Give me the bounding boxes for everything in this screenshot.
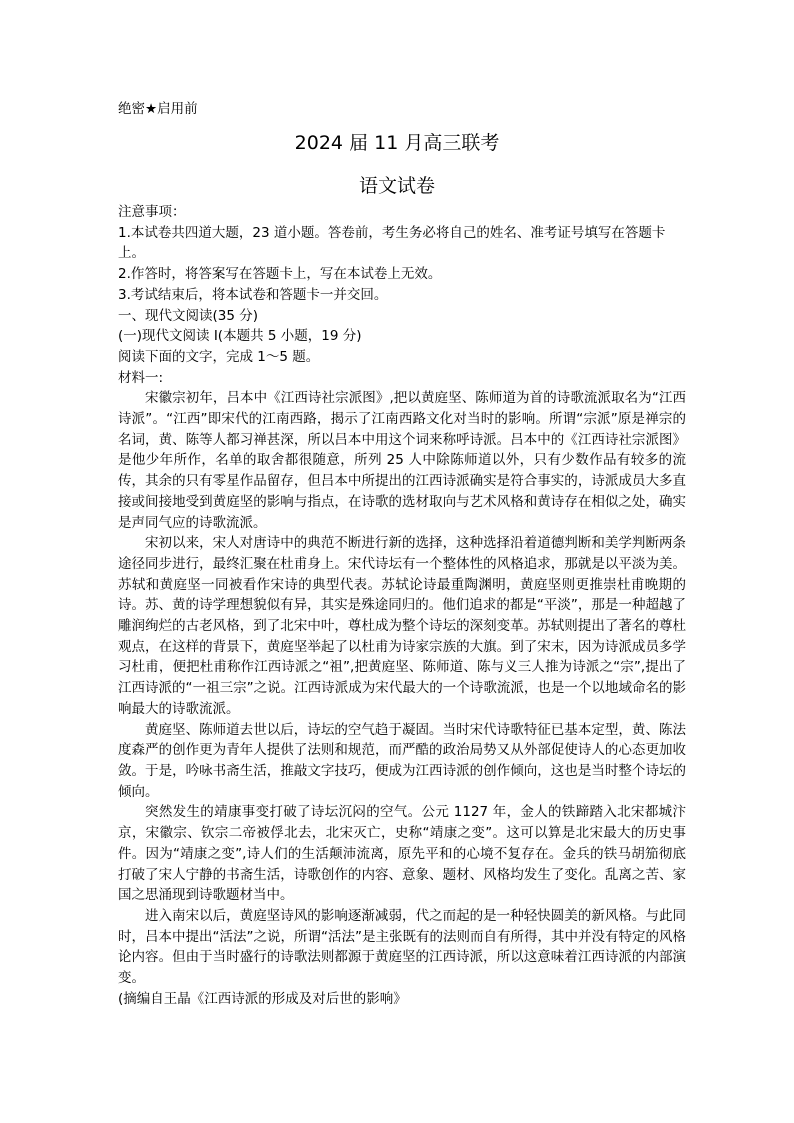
source-citation: (摘编自王晶《江西诗派的形成及对后世的影响》 [118,990,407,1007]
passage-paragraph-5: 进入南宋以后，黄庭坚诗风的影响逐渐减弱，代之而起的是一种轻快圆美的新风格。与此同时，吕本中提出“活法”之说，所谓“活法”是主张既有的法则而自有所得，其中并没有特定的风格论内容。但由于当时盛行的诗歌法则都源于黄庭坚的江西诗派，所以这意味着江西诗派的内部演变。 [118,907,686,987]
note-item-1: 1.本试卷共四道大题，23 道小题。答卷前，考生务必将自己的姓名、准考证号填写在答题卡上。 [118,224,666,262]
confidential-mark: 绝密★启用前 [118,101,198,117]
subsection-heading: (一)现代文阅读 I(本题共 5 小题，19 分) [118,328,362,345]
section-heading: 一、现代文阅读(35 分) [118,307,259,324]
passage-paragraph-4: 突然发生的靖康事变打破了诗坛沉闷的空气。公元 1127 年，金人的铁蹄踏入北宋都城汴京，宋徽宗、钦宗二帝被俘北去，北宋灭亡，史称“靖康之变”。这可以算是北宋最大的历史事件。因为“靖康之变”,诗人们的生活颠沛流离，原先平和的心境不复存在。金兵的铁马胡笳彻底打破了宋人宁静的书斋生活，诗歌创作的内容、意象、题材、风格均发生了变化。乱离之苦、家国之思涌现到诗歌题材当中。 [118,804,686,904]
note-item-3: 3.考试结束后，将本试卷和答题卡一并交回。 [118,286,388,303]
reading-instruction: 阅读下面的文字，完成 1～5 题。 [118,348,320,365]
note-item-2: 2.作答时，将答案写在答题卡上，写在本试卷上无效。 [118,266,442,283]
subject-title: 语文试卷 [358,175,435,197]
notes-heading: 注意事项： [118,204,186,220]
passage-paragraph-3: 黄庭坚、陈师道去世以后，诗坛的空气趋于凝固。当时宋代诗歌特征已基本定型，黄、陈法度森严的创作更为青年人提供了法则和规范，而严酷的政治局势又从外部促使诗人的心态更加收敛。于是，吟咏书斋生活，推敲文字技巧，便成为江西诗派的创作倾向，这也是当时整个诗坛的倾向。 [118,721,686,800]
material-label: 材料一: [118,369,164,386]
exam-title: 2024 届 11 月高三联考 [294,132,500,154]
passage-paragraph-1: 宋徽宗初年，吕本中《江西诗社宗派图》,把以黄庭坚、陈师道为首的诗歌流派取名为“江西诗派”。“江西”即宋代的江南西路，揭示了江南西路文化对当时的影响。所谓“宗派”原是禅宗的名词，黄、陈等人都习禅甚深，所以吕本中用这个词来称呼诗派。吕本中的《江西诗社宗派图》是他少年所作，名单的取舍都很随意，所列 25 人中除陈师道以外，只有少数作品有较多的流传，其余的只有零星作品留存，但吕本中所提出的江西诗派确实是符合事实的，诗派成员大多直接或间接地受到黄庭坚的影响与指点，在诗歌的选材取向与艺术风格和黄诗存在相似之处，确实是声同气应的诗歌流派。 [118,390,686,531]
passage-paragraph-2: 宋初以来，宋人对唐诗中的典范不断进行新的选择，这种选择沿着道德判断和美学判断两条途径同步进行，最终汇聚在杜甫身上。宋代诗坛有一个整体性的风格追求，那就是以平淡为美。苏轼和黄庭坚一同被看作宋诗的典型代表。苏轼论诗最重陶渊明，黄庭坚则更推崇杜甫晚期的诗。苏、黄的诗学理想貌似有异，其实是殊途同归的。他们追求的都是“平淡”，那是一种超越了雕润绚烂的古老风格，到了北宋中叶，尊杜成为整个诗坛的深刻变革。苏轼则提出了著名的尊杜观点，在这样的背景下，黄庭坚举起了以杜甫为诗家宗族的大旗。到了宋末，因为诗派成员多学习杜甫，便把杜甫称作江西诗派之“祖”,把黄庭坚、陈师道、陈与义三人推为诗派之“宗”,提出了江西诗派的“一祖三宗”之说。江西诗派成为宋代最大的一个诗歌流派，也是一个以地域命名的影响最大的诗歌流派。 [118,535,686,717]
exam-body [118,202,686,1009]
